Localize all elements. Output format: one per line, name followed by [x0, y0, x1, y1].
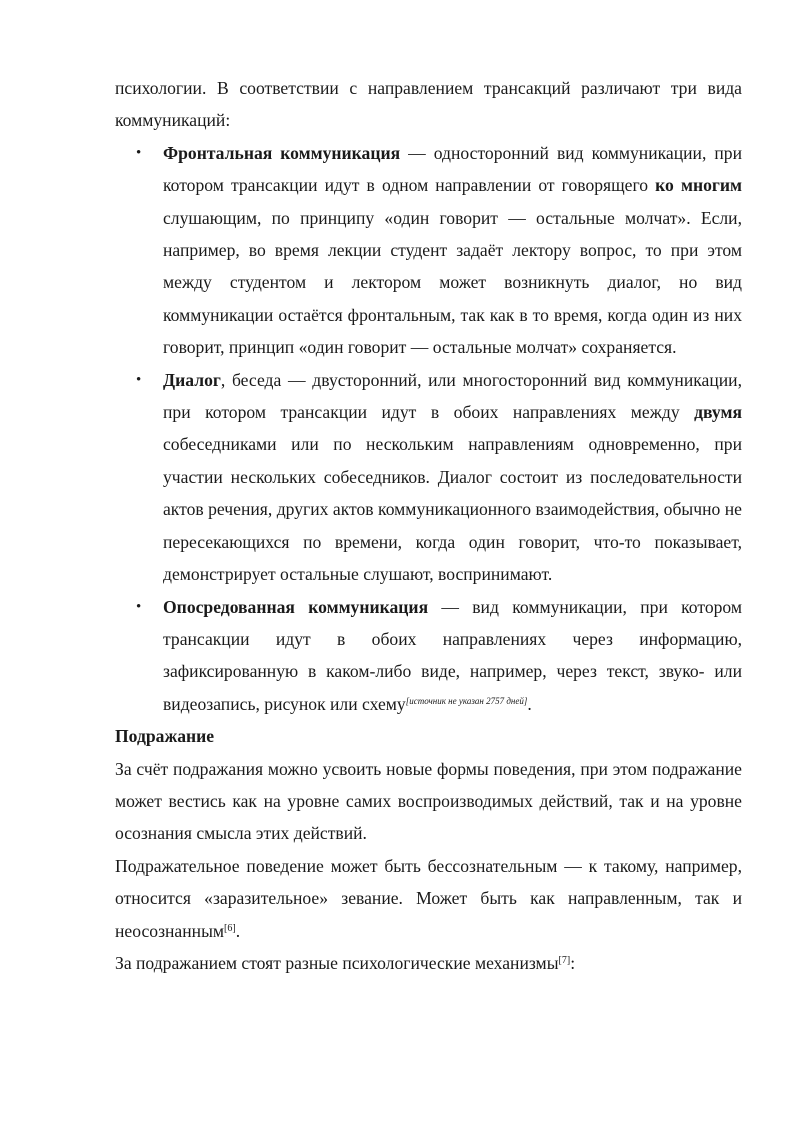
section-heading: Подражание [115, 726, 215, 747]
list-item-mediated [115, 591, 742, 721]
paragraph-3: За подражанием стоят разные психологические механизмы[7]: [115, 952, 576, 973]
frontal-text-a: — односторонний вид коммуникации, при котором трансакции идут в одном направлении от говорящего [163, 142, 743, 196]
paragraph-2: Подражательное поведение может быть бессознательным — к такому, например, относится «заразительное» зевание. Может быть как направленным, так и неосознанным[6]. [115, 855, 742, 941]
term-frontal: Фронтальная коммуникация [163, 142, 401, 163]
mediated-text-b: . [527, 693, 532, 714]
dialog-text-a: , беседа — двусторонний, или многосторонний вид коммуникации, при котором трансакции идут в обоих направлениях между [163, 369, 742, 423]
term-dialog: Диалог [163, 369, 221, 390]
bullet-icon: • [136, 598, 142, 615]
bullet-icon: • [136, 371, 142, 388]
list-item-dialog [115, 364, 742, 591]
reference-6-link[interactable]: [6] [224, 922, 236, 934]
frontal-text-b: слушающим, по принципу «один говорит — остальные молчат». Если, например, во время лекции студент задаёт лектору вопрос, то при этом между студентом и лектором может возникнуть диалог, но вид коммуникации остаётся фронтальным, так как в то время, когда один из них говорит, принцип «один говорит — остальные молчат» сохраняется. [163, 207, 742, 358]
list-item-frontal [115, 137, 742, 364]
term-mediated: Опосредованная коммуникация [163, 596, 429, 617]
reference-7-link[interactable]: [7] [558, 954, 571, 966]
communication-types-list [115, 137, 742, 720]
dialog-bold-mid: двумя [694, 402, 742, 423]
citation-needed-note[interactable]: [источник не указан 2757 дней] [405, 695, 528, 706]
dialog-text-b: собеседниками или по нескольким направлениям одновременно, при участии нескольких собеседников. Диалог состоит из последовательности актов речения, других актов коммуникационного взаимодействия, обычно не пересекающихся по времени, когда один говорит, что-то показывает, демонстрирует остальные слушают, воспринимают. [163, 434, 742, 585]
frontal-bold-mid: ко многим [655, 175, 742, 196]
bullet-icon: • [136, 144, 142, 161]
mediated-text-a: — вид коммуникации, при котором трансакции идут в обоих направлениях через информацию, зафиксированную в каком-либо виде, например, через текст, звуко- или видеозапись, рисунок или схему [163, 596, 743, 714]
intro-paragraph: психологии. В соответствии с направлением трансакций различают три вида коммуникаций: [115, 78, 742, 131]
document-page [115, 72, 742, 979]
paragraph-1: За счёт подражания можно усвоить новые формы поведения, при этом подражание может вестись как на уровне самих воспроизводимых действий, так и на уровне осознания смысла этих действий. [115, 758, 742, 844]
